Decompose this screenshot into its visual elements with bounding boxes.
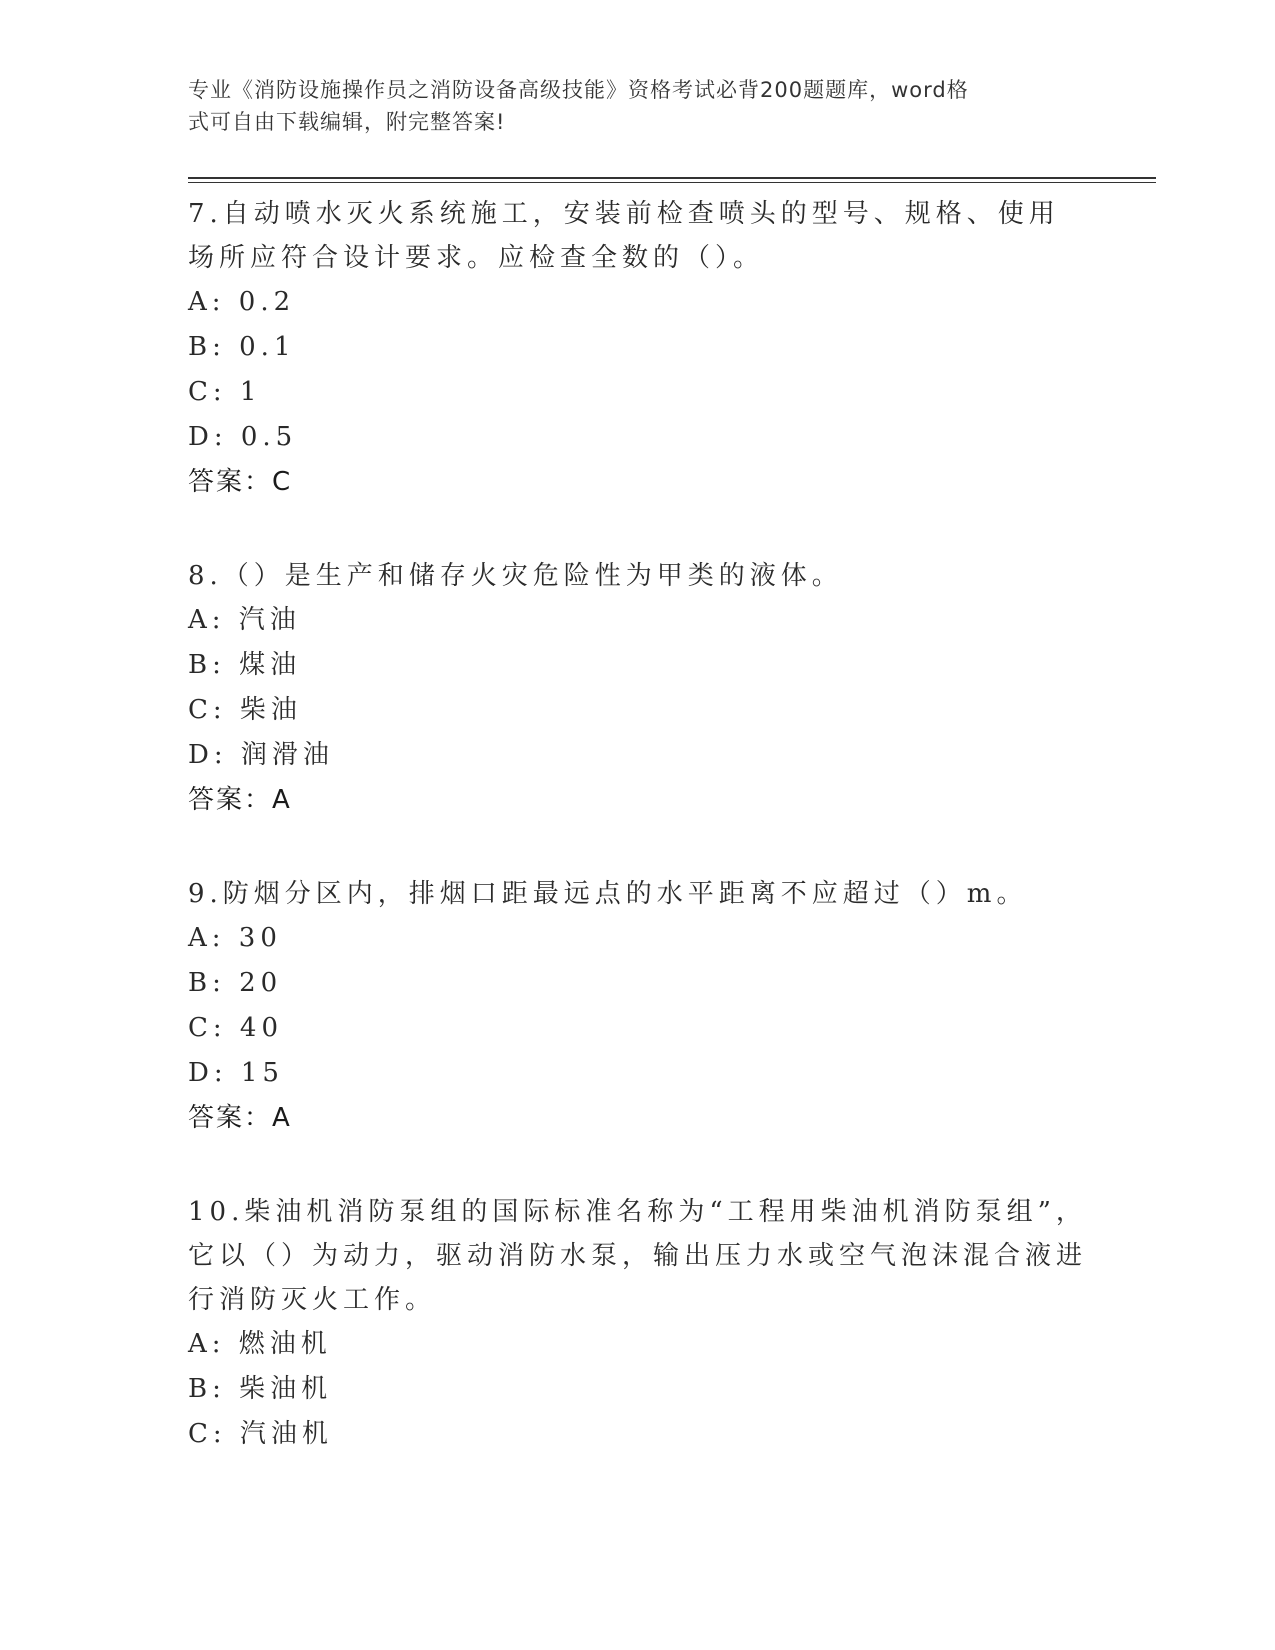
question-text: 9.防烟分区内，排烟口距最远点的水平距离不应超过（）m。 bbox=[188, 879, 1028, 909]
option-a: A: 燃油机 bbox=[188, 1329, 332, 1359]
option-d: D: 润滑油 bbox=[188, 740, 334, 770]
question-text: 8.（）是生产和储存火灾危险性为甲类的液体。 bbox=[188, 561, 843, 591]
header-divider bbox=[188, 177, 1156, 183]
question-9 bbox=[188, 870, 1088, 1140]
option-d: D: 15 bbox=[188, 1058, 284, 1088]
answer-text: 答案：A bbox=[188, 785, 292, 815]
page-header bbox=[188, 74, 1068, 138]
option-a: A: 汽油 bbox=[188, 605, 301, 635]
option-b: B: 0.1 bbox=[188, 332, 296, 362]
option-b: B: 20 bbox=[188, 968, 283, 998]
option-c: C: 柴油 bbox=[188, 695, 302, 725]
answer-text: 答案：C bbox=[188, 467, 293, 497]
question-text: 10.柴油机消防泵组的国际标准名称为“工程用柴油机消防泵组”，它以（）为动力，驱动消防水泵，输出压力水或空气泡沫混合液进行消防灭火工作。 bbox=[188, 1197, 1088, 1315]
option-b: B: 煤油 bbox=[188, 650, 302, 680]
option-d: D: 0.5 bbox=[188, 422, 298, 452]
question-7 bbox=[188, 190, 1088, 504]
question-8 bbox=[188, 552, 1088, 822]
question-10 bbox=[188, 1188, 1088, 1457]
option-a: A: 0.2 bbox=[188, 287, 296, 317]
option-b: B: 柴油机 bbox=[188, 1374, 333, 1404]
option-a: A: 30 bbox=[188, 923, 282, 953]
question-spacer bbox=[188, 1140, 1088, 1188]
header-line-1: 专业《消防设施操作员之消防设备高级技能》资格考试必背200题题库，word格 bbox=[188, 78, 969, 102]
option-c: C: 40 bbox=[188, 1013, 284, 1043]
question-spacer bbox=[188, 822, 1088, 870]
option-c: C: 汽油机 bbox=[188, 1419, 333, 1449]
question-list bbox=[188, 190, 1088, 1457]
option-c: C: 1 bbox=[188, 377, 262, 407]
question-text: 7.自动喷水灭火系统施工，安装前检查喷头的型号、规格、使用场所应符合设计要求。应检查全数的（）。 bbox=[188, 199, 1060, 273]
question-spacer bbox=[188, 504, 1088, 552]
header-line-2: 式可自由下载编辑，附完整答案! bbox=[188, 110, 506, 134]
answer-text: 答案：A bbox=[188, 1103, 292, 1133]
